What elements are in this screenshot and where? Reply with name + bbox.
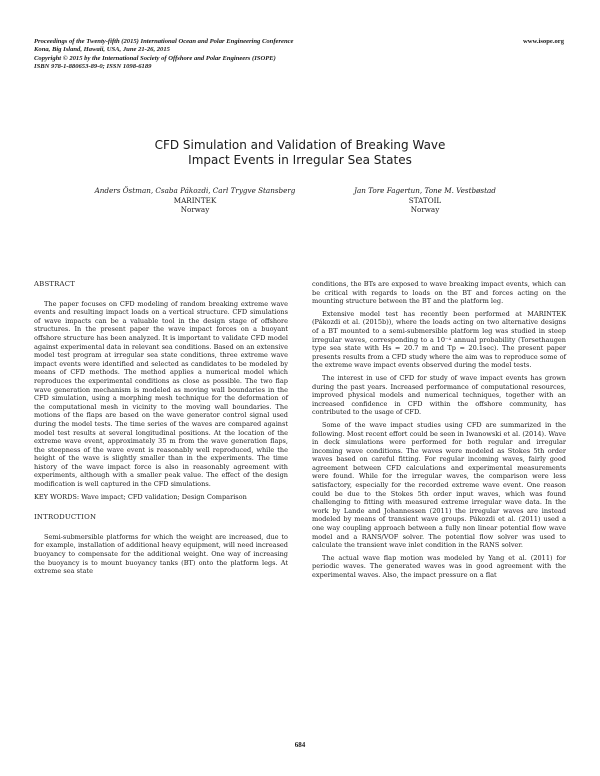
proceedings-header — [34, 38, 414, 72]
author-country-1: Norway — [180, 205, 210, 215]
intro-paragraph-1: Semi-submersible platforms for which the weight are increased, due to for example, installation of additional heavy equipment, will need increased buoyancy to compensate for the additional weight. One way of increasing the buoyancy is to mount buoyancy tanks (BT) onto the platform legs. At extreme sea state — [34, 532, 288, 576]
author-org-2: STATOIL — [408, 195, 442, 205]
author-names-2: Jan Tore Fagertun, Tone M. Vestbøstad — [354, 186, 496, 195]
header-line-4: ISBN 978-1-880653-89-0; ISSN 1098-6189 — [34, 63, 152, 71]
keywords: KEY WORDS: Wave impact; CFD validation; Design Comparison — [34, 492, 247, 501]
author-group-statoil — [340, 186, 510, 215]
left-column — [34, 280, 288, 576]
introduction-heading: INTRODUCTION — [34, 513, 97, 522]
author-org-1: MARINTEK — [173, 195, 217, 205]
abstract-text: The paper focuses on CFD modeling of random breaking extreme wave events and resulting impact loads on a vertical structure. CFD simulations of wave impacts can be a valuable tool in the design stage of offshore structures. In the present paper the wave impact forces on a buoyant offshore structure has been analyzed. It is important to validate CFD model against experimental data in relevant sea conditions. Based on an extensive model test program at irregular sea state conditions, three extreme wave impact events were identified and selected as candidates to be modeled by means of CFD methods. The method applies a numerical model which reproduces the experimental conditions as close as possible. The two flap wave generation mechanism is modeled as moving wall boundaries in the CFD simulation, using a morphing mesh technique for the deformation of the computational mesh in vicinity to the moving wall boundaries. The motions of the flaps are based on the wave generator control signal used during the model tests. The time series of the waves are compared against model test results at several longitudinal positions. At the location of the extreme wave event, approximately 35 m from the wave generation flaps, the steepness of the wave event is reasonably well reproduced, while the height of the wave is slightly smaller than in the experiments. The time history of the wave impact force is also in reasonably agreement with experiments, although with a smaller peak value. The effect of the design modification is well captured in the CFD simulations. — [34, 299, 288, 489]
header-line-3: Copyright © 2015 by the International Society of Offshore and Polar Engineers (ISOPE) — [34, 54, 276, 62]
right-paragraph-2: Extensive model test has recently been performed at MARINTEK (Pákozdi et al. (2015b)), where the loads acting on two alternative designs of a BT mounted to a semi-submersible platform leg was studied in steep irregular waves, corresponding to a 10⁻⁴ annual probability (Torsethaugen type sea state with Hs = 20.7 m and Tp = 20.1sec). The present paper presents results from a CFD study where the aim was to reproduce some of the extreme wave impact events observed during the model tests. — [312, 309, 566, 370]
author-country-2: Norway — [410, 205, 440, 215]
author-names-1: Anders Östman, Csaba Pákozdi, Carl Trygve Stansberg — [94, 186, 296, 195]
header-line-2: Kona, Big Island, Hawaii, USA, June 21-26, 2015 — [34, 46, 170, 54]
right-column — [312, 280, 566, 580]
paper-title — [0, 138, 600, 168]
author-group-marintek — [80, 186, 310, 215]
title-line-2: Impact Events in Irregular Sea States — [188, 153, 412, 167]
right-paragraph-3: The interest in use of CFD for study of wave impact events has grown during the past years. Increased performance of computational resources, improved physical models and numerical techniques, together with an increased confidence in CFD within the offshore community, has contributed to the usage of CFD. — [312, 373, 566, 417]
header-line-1: Proceedings of the Twenty-fifth (2015) International Ocean and Polar Engineering Conference — [34, 38, 294, 45]
page-number: 684 — [294, 741, 306, 749]
header-url[interactable]: www.isope.org — [522, 38, 564, 45]
abstract-heading: ABSTRACT — [34, 280, 75, 288]
title-line-1: CFD Simulation and Validation of Breaking Wave — [154, 138, 446, 152]
right-paragraph-5: The actual wave flap motion was modeled by Yang et al. (2011) for periodic waves. The generated waves was in good agreement with the experimental waves. Also, the impact pressure on a flat — [312, 553, 566, 579]
right-paragraph-1: conditions, the BTs are exposed to wave breaking impact events, which can be critical with regards to loads on the BT and forces acting on the mounting structure between the BT and the platform leg. — [312, 280, 566, 306]
right-paragraph-4: Some of the wave impact studies using CFD are summarized in the following. Most recent effort could be seen in Iwanowski et al. (2014). Wave in deck simulations were performed for both regular and irregular incoming wave conditions. The waves were modeled as Stokes 5th order waves based on careful fitting. For regular incoming waves, fairly good agreement between CFD calculations and experimental measurements were found. While for the irregular waves, the comparison were less satisfactory, especially for the recorded extreme wave event. One reason could be due to the Stokes 5th order input waves, which was found challenging to fitting with measured extreme irregular wave data. In the work by Lande and Johannessen (2011) the irregular waves are instead modeled by means of transient wave groups. Pákozdi et al. (2011) used a one way coupling approach between a fully non linear potential flow wave model and a RANS/VOF solver. The potential flow solver was used to calculate the transient wave inlet condition in the RANS solver. — [312, 420, 566, 550]
